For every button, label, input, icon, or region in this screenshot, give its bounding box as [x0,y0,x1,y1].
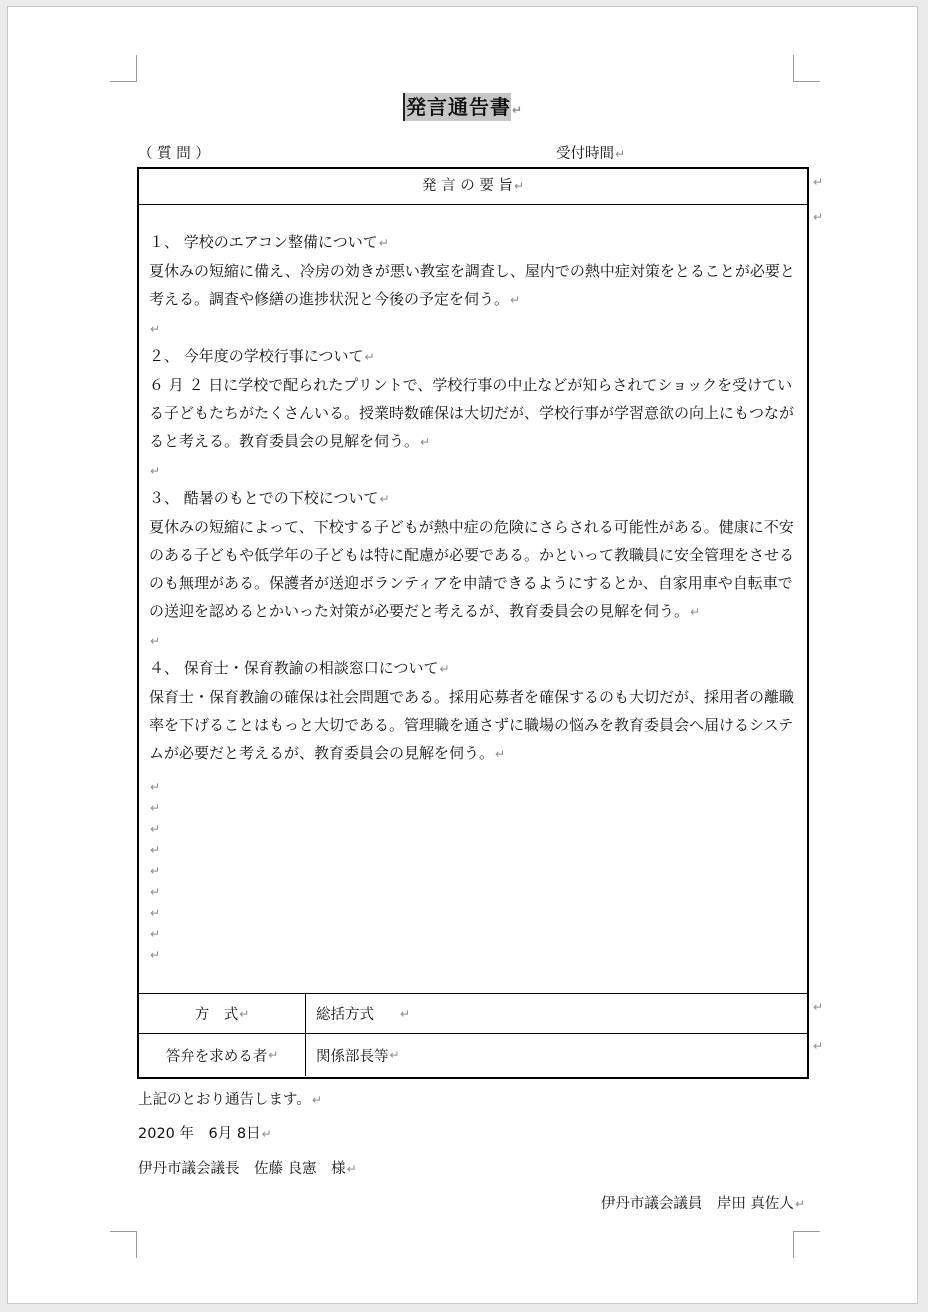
paragraph-mark-icon: ↵ [512,103,524,117]
notice-text: 上記のとおり通告します。↵ [138,1092,322,1108]
paragraph-mark-icon: ↵ [150,927,161,941]
paragraph-mark-icon: ↵ [420,435,431,449]
paragraph-mark-icon: ↵ [439,662,450,676]
answerer-value: 関係部長等 [316,1048,389,1065]
document-title[interactable] [403,91,523,120]
paragraph-mark-icon: ↵ [690,605,701,619]
paragraph-mark-icon: ↵ [615,147,626,161]
item-body: 夏休みの短縮に備え、冷房の効きが悪い教室を調査し、屋内での熱中症対策をとることが必要と考える。調査や修繕の進捗状況と今後の予定を伺う。↵ [149,262,795,308]
method-label: 方 式 [194,1007,239,1023]
reception-time-label: 受付時間↵ [556,146,626,162]
answerer-value-cell[interactable] [306,1034,807,1076]
selected-title-text[interactable]: 発言通告書 [403,93,511,121]
paragraph-mark-icon: ↵ [379,492,390,506]
paragraph-mark-icon: ↵ [794,1197,805,1211]
item-heading: ３、 酷暑のもとでの下校について↵ [149,489,390,507]
method-label-cell[interactable] [139,994,306,1033]
paragraph-mark-icon: ↵ [150,843,161,857]
row-end-mark-icon: ↵ [813,210,824,224]
sender-text: 伊丹市議会議員 岸田 真佐人↵ [600,1196,805,1212]
item-heading: １、 学校のエアコン整備について↵ [149,233,389,251]
paragraph-mark-icon: ↵ [150,864,161,878]
item-body: 夏休みの短縮によって、下校する子どもが熱中症の危険にさらされる可能性がある。健康に不安のある子どもや低学年の子どもは特に配慮が必要である。かといって教職員に安全管理をさせるのも無理がある。保護者が送迎ボランティアを申請できるようにするとか、自家用車や自転車での送迎を認めるとかいった対策が必要だと考えるが、教育委員会の見解を伺う。↵ [149,518,795,620]
paragraph-mark-icon: ↵ [400,1006,411,1021]
addressee-text: 伊丹市議会議長 佐藤 良憲 様↵ [138,1161,357,1177]
paragraph-mark-icon: ↵ [261,1127,272,1141]
crop-mark-top-right [793,55,820,82]
paragraph-mark-icon: ↵ [150,634,161,648]
table-header-text: 発 言 の 要 旨 [422,178,513,194]
summary-content[interactable] [149,228,801,965]
method-row [139,993,807,1033]
paragraph-mark-icon: ↵ [378,236,389,250]
method-value-cell[interactable] [306,994,807,1033]
method-value: 総括方式 [316,1007,374,1023]
paragraph-mark-icon: ↵ [150,948,161,962]
statement-summary-table [137,167,809,1079]
item-body: ６ 月 ２ 日に学校で配られたプリントで、学校行事の中止などが知らされてショックを受けている子どもたちがたくさんいる。授業時数確保は大切だが、学校行事が学習意欲の向上にもつながると考える。教育委員会の見解を伺う。↵ [149,376,795,450]
date-text: 2020 年 6月 8日↵ [138,1126,272,1142]
answerer-label-cell[interactable] [139,1034,306,1076]
paragraph-mark-icon: ↵ [389,1048,400,1062]
paragraph-mark-icon: ↵ [311,1093,322,1107]
crop-mark-bottom-left [110,1231,137,1258]
row-end-mark-icon: ↵ [813,175,824,189]
question-label: （ 質 問 ） [138,146,210,162]
answerer-row [139,1033,807,1076]
paragraph-mark-icon: ↵ [150,801,161,815]
paragraph-mark-icon: ↵ [150,822,161,836]
paragraph-mark-icon: ↵ [510,293,521,307]
item-body: 保育士・保育教諭の確保は社会問題である。採用応募者を確保するのも大切だが、採用者の離職率を下げることはもっと大切である。管理職を通さずに職場の悩みを教育委員会へ届けるシステムが必要だと考えるが、教育委員会の見解を伺う。↵ [149,688,795,762]
paragraph-mark-icon: ↵ [495,747,506,761]
paragraph-mark-icon: ↵ [150,322,161,336]
table-header [139,169,807,205]
paragraph-mark-icon: ↵ [364,350,375,364]
paragraph-mark-icon: ↵ [346,1162,357,1176]
paragraph-mark-icon: ↵ [513,179,524,193]
crop-mark-top-left [110,55,137,82]
row-end-mark-icon: ↵ [813,1039,824,1053]
paragraph-mark-icon: ↵ [268,1048,279,1062]
item-heading: ２、 今年度の学校行事について↵ [149,347,375,365]
paragraph-mark-icon: ↵ [150,780,161,794]
paragraph-mark-icon: ↵ [150,464,161,478]
summary-content-cell[interactable] [139,205,807,993]
item-heading: ４、 保育士・保育教諭の相談窓口について↵ [149,659,450,677]
paragraph-mark-icon: ↵ [239,1006,250,1021]
crop-mark-bottom-right [793,1231,820,1258]
document-page [8,7,917,1303]
paragraph-mark-icon: ↵ [150,906,161,920]
paragraph-mark-icon: ↵ [150,885,161,899]
answerer-label: 答弁を求める者 [165,1048,268,1065]
empty-lines [149,776,801,965]
row-end-mark-icon: ↵ [813,1000,824,1014]
